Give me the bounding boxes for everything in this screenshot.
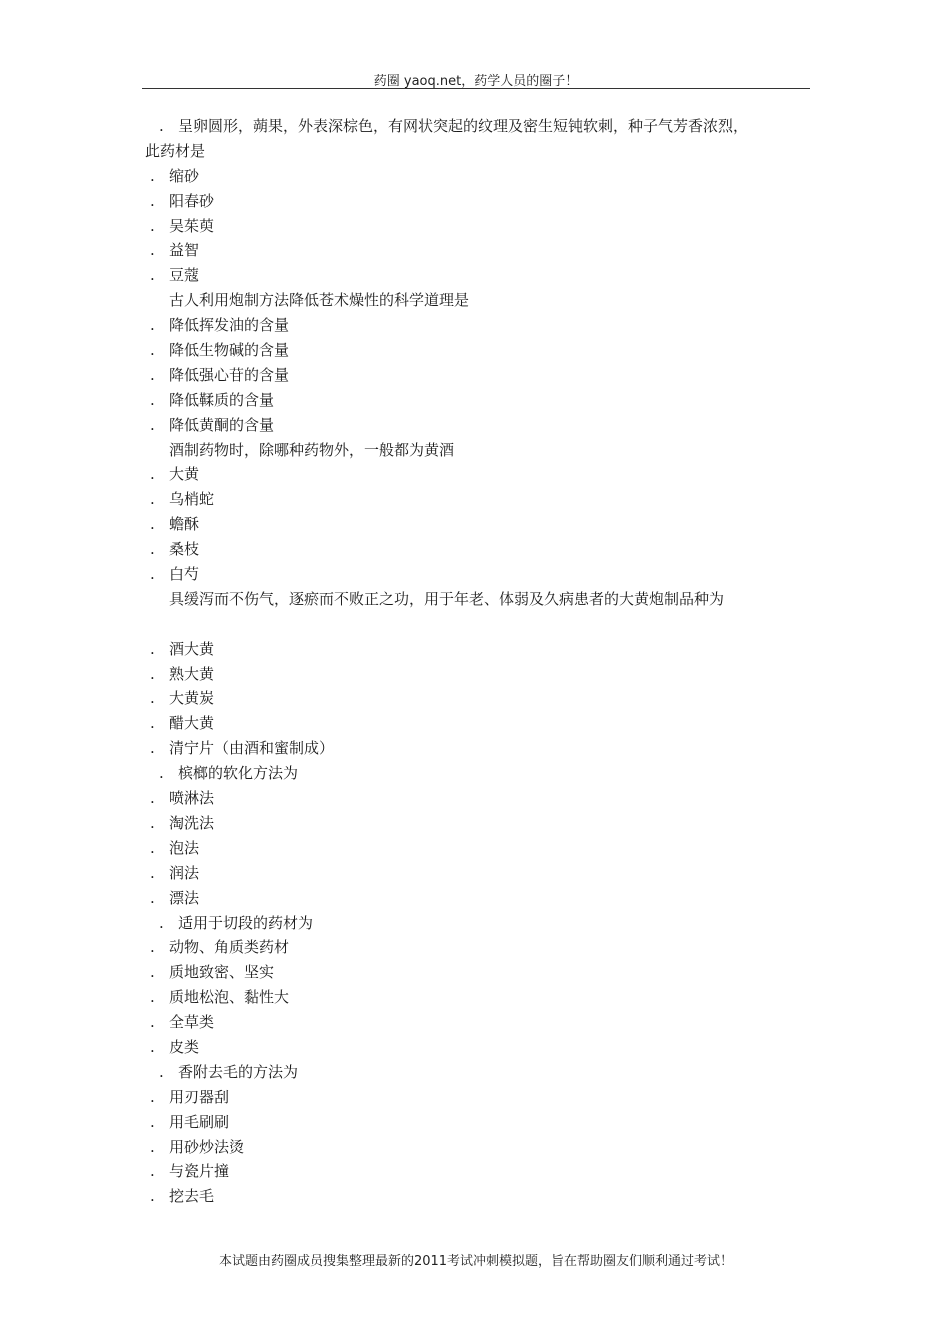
option-text: 喷淋法 <box>169 789 215 808</box>
option-text: 动物、角质类药材 <box>169 938 290 957</box>
answer-option <box>145 861 815 886</box>
option-marker: . <box>150 316 155 335</box>
option-marker: . <box>150 863 155 882</box>
option-marker: . <box>150 813 155 832</box>
answer-option <box>145 189 815 214</box>
option-marker: . <box>150 639 155 658</box>
option-marker: . <box>150 1187 155 1206</box>
answer-option <box>145 1184 815 1209</box>
question-text: 酒制药物时，除哪种药物外，一般都为黄酒 <box>169 440 455 459</box>
option-text: 吴茱萸 <box>169 216 215 235</box>
option-marker: . <box>150 1087 155 1106</box>
answer-option <box>145 935 815 960</box>
question-text: 古人利用炮制方法降低苍术燥性的科学道理是 <box>169 291 470 310</box>
answer-option <box>145 836 815 861</box>
option-text: 醋大黄 <box>169 714 215 733</box>
option-marker: . <box>150 664 155 683</box>
option-text: 蟾酥 <box>169 515 200 534</box>
answer-option <box>145 1159 815 1184</box>
question-text: 呈卵圆形，蒴果，外表深棕色，有网状突起的纹理及密生短钝软刺，种子气芳香浓烈， <box>178 117 749 135</box>
option-marker: . <box>150 390 155 409</box>
option-text: 润法 <box>169 863 200 882</box>
option-marker: . <box>150 241 155 260</box>
question-text: 具缓泻而不伤气，逐瘀而不败正之功，用于年老、体弱及久病患者的大黄炮制品种为 <box>169 589 725 608</box>
answer-option <box>145 811 815 836</box>
option-text: 全草类 <box>169 1013 215 1032</box>
option-text: 大黄 <box>169 465 200 484</box>
option-marker: . <box>150 888 155 907</box>
answer-option <box>145 1085 815 1110</box>
option-text: 乌梢蛇 <box>169 490 215 509</box>
option-marker: . <box>150 714 155 733</box>
option-text: 白芍 <box>169 565 200 584</box>
question-marker: . <box>159 1062 164 1081</box>
option-marker: . <box>150 938 155 957</box>
option-marker: . <box>150 216 155 235</box>
option-text: 阳春砂 <box>169 191 215 210</box>
option-text: 降低黄酮的含量 <box>169 415 275 434</box>
option-text: 挖去毛 <box>169 1187 215 1206</box>
answer-option <box>145 1135 815 1160</box>
question-text: 香附去毛的方法为 <box>178 1062 299 1081</box>
answer-option <box>145 164 815 189</box>
option-text: 泡法 <box>169 838 200 857</box>
question-stem <box>145 587 815 612</box>
answer-option <box>145 736 815 761</box>
answer-option <box>145 786 815 811</box>
option-text: 酒大黄 <box>169 639 215 658</box>
option-marker: . <box>150 490 155 509</box>
question-stem <box>145 288 815 313</box>
answer-option <box>145 214 815 239</box>
question-stem <box>145 911 815 936</box>
answer-option <box>145 487 815 512</box>
answer-option <box>145 686 815 711</box>
answer-option <box>145 886 815 911</box>
answer-option <box>145 388 815 413</box>
option-marker: . <box>150 838 155 857</box>
option-marker: . <box>150 565 155 584</box>
option-text: 质地松泡、黏性大 <box>169 988 290 1007</box>
question-marker: . <box>159 913 164 932</box>
answer-option <box>145 711 815 736</box>
option-text: 桑枝 <box>169 540 200 559</box>
option-text: 熟大黄 <box>169 664 215 683</box>
question-stem <box>145 761 815 786</box>
answer-option <box>145 263 815 288</box>
option-text: 用刃器刮 <box>169 1087 230 1106</box>
option-marker: . <box>150 515 155 534</box>
option-marker: . <box>150 415 155 434</box>
option-text: 大黄炭 <box>169 689 215 708</box>
option-marker: . <box>150 465 155 484</box>
question-text: 适用于切段的药材为 <box>178 913 314 932</box>
option-text: 用砂炒法烫 <box>169 1137 245 1156</box>
option-marker: . <box>150 166 155 185</box>
option-text: 清宁片（由酒和蜜制成） <box>169 739 335 758</box>
option-marker: . <box>150 689 155 708</box>
answer-option <box>145 562 815 587</box>
option-marker: . <box>150 988 155 1007</box>
option-text: 缩砂 <box>169 166 200 185</box>
page-footer: 本试题由药圈成员搜集整理最新的2011考试冲刺模拟题，旨在帮助圈友们顺利通过考试！ <box>218 1254 734 1269</box>
answer-option <box>145 985 815 1010</box>
header-divider <box>142 88 810 89</box>
option-text: 淘洗法 <box>169 813 215 832</box>
option-text: 皮类 <box>169 1037 200 1056</box>
blank-line <box>145 612 815 637</box>
option-marker: . <box>150 739 155 758</box>
option-text: 与瓷片撞 <box>169 1162 230 1181</box>
option-text: 降低鞣质的含量 <box>169 390 275 409</box>
option-marker: . <box>150 963 155 982</box>
answer-option <box>145 512 815 537</box>
answer-option <box>145 338 815 363</box>
option-text: 漂法 <box>169 888 200 907</box>
option-text: 质地致密、坚实 <box>169 963 275 982</box>
answer-option <box>145 537 815 562</box>
option-marker: . <box>150 1137 155 1156</box>
answer-option <box>145 1110 815 1135</box>
question-stem <box>145 1060 815 1085</box>
option-marker: . <box>150 540 155 559</box>
option-marker: . <box>150 341 155 360</box>
option-marker: . <box>150 1037 155 1056</box>
question-list <box>145 114 815 1209</box>
answer-option <box>145 637 815 662</box>
option-marker: . <box>150 365 155 384</box>
option-text: 豆蔻 <box>169 266 200 285</box>
option-marker: . <box>150 1112 155 1131</box>
option-marker: . <box>150 789 155 808</box>
question-marker: . <box>159 117 164 135</box>
option-marker: . <box>150 266 155 285</box>
option-text: 降低挥发油的含量 <box>169 316 290 335</box>
answer-option <box>145 960 815 985</box>
option-text: 益智 <box>169 241 200 260</box>
question-stem <box>145 438 815 463</box>
answer-option <box>145 662 815 687</box>
answer-option <box>145 413 815 438</box>
answer-option <box>145 1010 815 1035</box>
answer-option <box>145 462 815 487</box>
option-text: 降低强心苷的含量 <box>169 365 290 384</box>
option-text: 降低生物碱的含量 <box>169 341 290 360</box>
option-marker: . <box>150 191 155 210</box>
question-text: 槟榔的软化方法为 <box>178 764 299 783</box>
question-marker: . <box>159 764 164 783</box>
question-text-continuation: 此药材是 <box>145 141 206 160</box>
answer-option <box>145 238 815 263</box>
answer-option <box>145 1035 815 1060</box>
question-stem <box>145 114 815 139</box>
option-text: 用毛刷刷 <box>169 1112 230 1131</box>
option-marker: . <box>150 1013 155 1032</box>
option-marker: . <box>150 1162 155 1181</box>
page-header: 药圈 yaoq.net，药学人员的圈子！ <box>373 74 579 89</box>
answer-option <box>145 363 815 388</box>
answer-option <box>145 313 815 338</box>
